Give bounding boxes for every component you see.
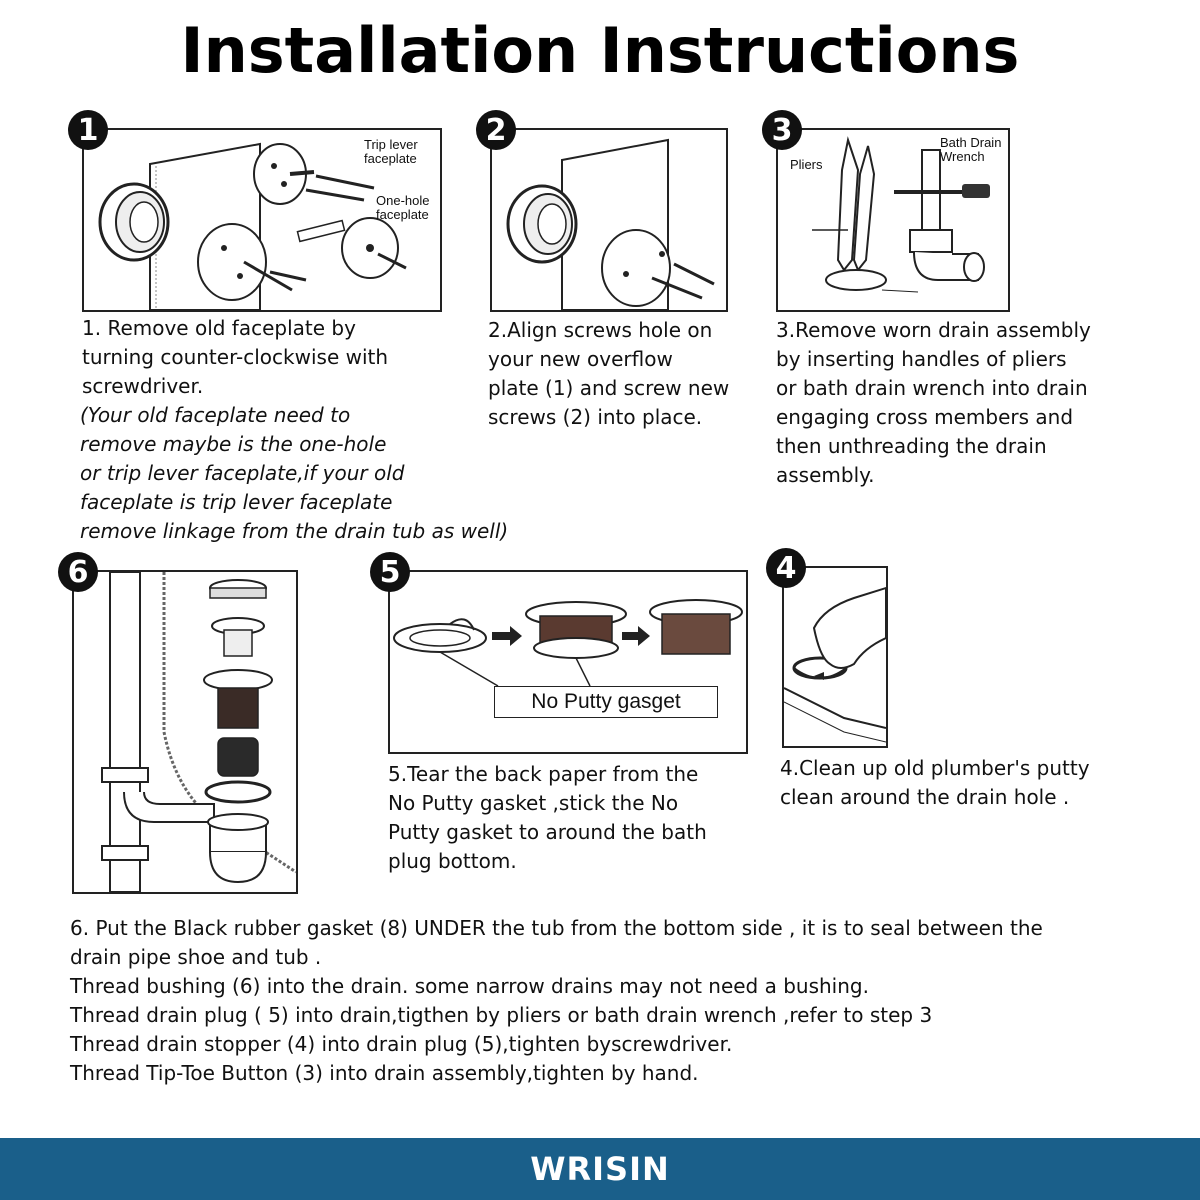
step-badge-1: 1 xyxy=(68,110,108,150)
step-1-illustration xyxy=(82,128,442,312)
label-pliers: Pliers xyxy=(790,157,823,172)
overflow-plate-drawing xyxy=(492,130,726,310)
step-4-illustration xyxy=(782,566,888,748)
step-6-line: 6. Put the Black rubber gasket (8) UNDER the tub from the bottom side , it is to seal between the xyxy=(70,916,1043,940)
step-badge-2: 2 xyxy=(476,110,516,150)
step-5-text: 5.Tear the back paper from the No Putty gasket ,stick the No Putty gasket to around the bath plug bottom. xyxy=(388,762,707,873)
step-6-illustration xyxy=(72,570,298,894)
step-6-line: Thread Tip-Toe Button (3) into drain assembly,tighten by hand. xyxy=(70,1061,699,1085)
step-2-illustration xyxy=(490,128,728,312)
page-title: Installation Instructions xyxy=(180,14,1020,87)
step-6-line: Thread drain plug ( 5) into drain,tigthen by pliers or bath drain wrench ,refer to step 3 xyxy=(70,1003,933,1027)
step-badge-6: 6 xyxy=(58,552,98,592)
step-5-illustration xyxy=(388,570,748,754)
step-badge-4: 4 xyxy=(766,548,806,588)
drain-assembly-drawing xyxy=(74,572,296,892)
step-6-line: drain pipe shoe and tub . xyxy=(70,945,322,969)
label-trip-lever-faceplate: Trip lever faceplate xyxy=(364,137,418,166)
label-one-hole-faceplate: One-hole faceplate xyxy=(376,193,430,222)
step-3-illustration xyxy=(776,128,1010,312)
footer-banner xyxy=(0,1138,1200,1200)
step-6-line: Thread bushing (6) into the drain. some narrow drains may not need a bushing. xyxy=(70,974,869,998)
step-1-text: 1. Remove old faceplate by turning counter-clockwise with screwdriver. xyxy=(82,316,389,398)
step-badge-5: 5 xyxy=(370,552,410,592)
label-no-putty-gasket: No Putty gasget xyxy=(494,686,718,718)
putty-gasket-drawing xyxy=(390,572,746,752)
step-4-text: 4.Clean up old plumber's putty clean around the drain hole . xyxy=(780,756,1090,809)
step-1-note: (Your old faceplate need to remove maybe is the one-hole or trip lever faceplate,if your old faceplate is trip lever faceplate remove linkage from the drain tub as well) xyxy=(80,403,509,543)
label-bath-drain-wrench: Bath Drain Wrench xyxy=(940,135,1002,164)
step-3-text: 3.Remove worn drain assembly by inserting handles of pliers or bath drain wrench into drain engaging cross members and then unthreading the drain assembly. xyxy=(776,318,1091,487)
step-badge-3: 3 xyxy=(762,110,802,150)
step-2-text: 2.Align screws hole on your new overflow plate (1) and screw new screws (2) into place. xyxy=(488,318,730,429)
step-6-line: Thread drain stopper (4) into drain plug (5),tighten byscrewdriver. xyxy=(70,1032,733,1056)
brand-logo: WRISIN xyxy=(530,1150,670,1188)
step-6-text xyxy=(70,914,1170,1088)
hand-cleaning-drain-drawing xyxy=(784,568,886,746)
